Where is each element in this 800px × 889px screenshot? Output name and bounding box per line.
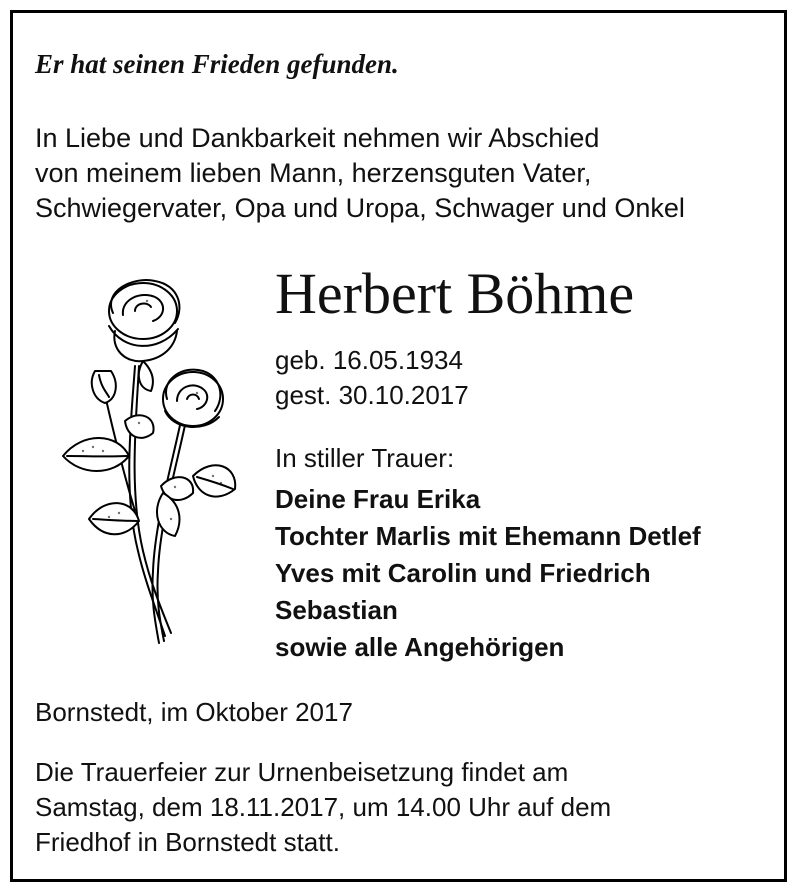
life-dates	[275, 343, 469, 413]
rose-illustration-icon	[43, 271, 243, 651]
intro-text	[35, 121, 685, 226]
service-line: Die Trauerfeier zur Urnenbeisetzung findet am	[35, 757, 569, 787]
service-info	[35, 755, 611, 860]
intro-line: Schwiegervater, Opa und Uropa, Schwager und Onkel	[35, 193, 685, 223]
service-line: Samstag, dem 18.11.2017, um 14.00 Uhr auf dem	[35, 792, 612, 822]
mourner-name: sowie alle Angehörigen	[275, 632, 565, 662]
motto: Er hat seinen Frieden gefunden.	[35, 49, 399, 79]
death-date: gest. 30.10.2017	[275, 380, 469, 410]
service-line: Friedhof in Bornstedt statt.	[35, 827, 340, 857]
mourners-list	[275, 481, 701, 666]
place-date: Bornstedt, im Oktober 2017	[35, 697, 353, 727]
intro-line: von meinem lieben Mann, herzensguten Vater,	[35, 158, 592, 188]
intro-line: In Liebe und Dankbarkeit nehmen wir Abschied	[35, 123, 600, 153]
mourner-name: Yves mit Carolin und Friedrich	[275, 558, 651, 588]
obituary-frame	[10, 10, 787, 882]
deceased-name: Herbert Böhme	[275, 261, 635, 326]
mourner-name: Tochter Marlis mit Ehemann Detlef	[275, 521, 701, 551]
mourner-name: Sebastian	[275, 595, 398, 625]
mourning-intro: In stiller Trauer:	[275, 443, 455, 473]
mourner-name: Deine Frau Erika	[275, 484, 481, 514]
birth-date: geb. 16.05.1934	[275, 345, 463, 375]
